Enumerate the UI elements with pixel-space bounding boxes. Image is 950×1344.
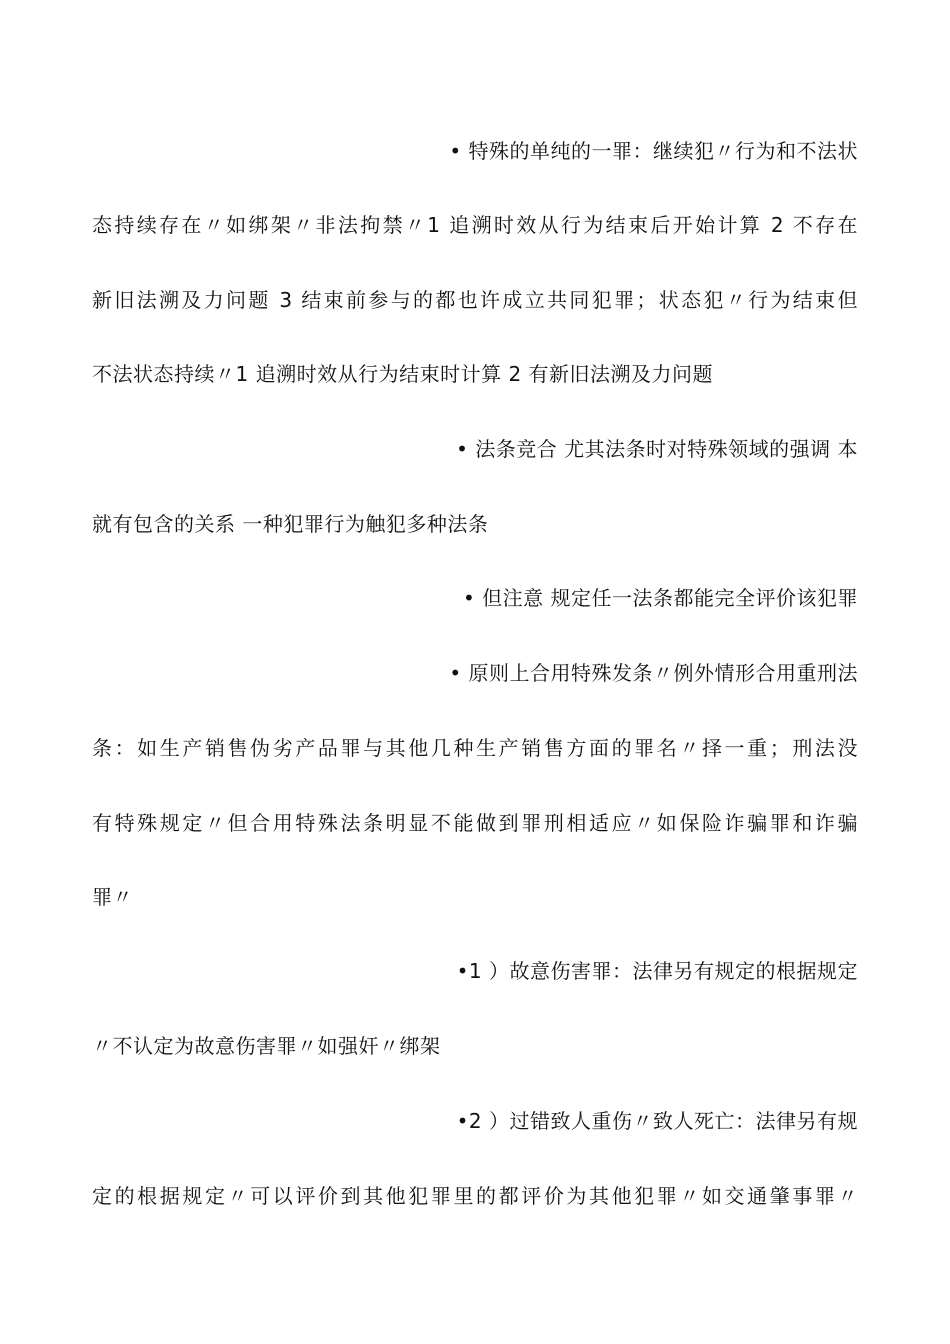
text-line-15: 定的根据规定〃可以评价到其他犯罪里的都评价为其他犯罪〃如交通肇事罪〃: [92, 1184, 858, 1208]
text-line-8: • 原则上合用特殊发条〃例外情形合用重刑法: [449, 661, 858, 685]
text-line-2: 态持续存在〃如绑架〃非法拘禁〃1 追溯时效从行为结束后开始计算 2 不存在: [92, 213, 858, 237]
text-line-11: 罪〃: [92, 885, 133, 909]
text-line-9: 条：如生产销售伪劣产品罪与其他几种生产销售方面的罪名〃择一重；刑法没: [92, 736, 858, 760]
text-line-12: •1 ）故意伤害罪：法律另有规定的根据规定: [456, 959, 858, 983]
text-line-3: 新旧法溯及力问题 3 结束前参与的都也许成立共同犯罪；状态犯〃行为结束但: [92, 288, 858, 312]
text-line-14: •2 ）过错致人重伤〃致人死亡：法律另有规: [456, 1109, 858, 1133]
text-line-4: 不法状态持续〃1 追溯时效从行为结束时计算 2 有新旧法溯及力问题: [92, 362, 714, 386]
text-line-5: • 法条竞合 尤其法条时对特殊领域的强调 本: [456, 437, 858, 461]
text-line-10: 有特殊规定〃但合用特殊法条明显不能做到罪刑相适应〃如保险诈骗罪和诈骗: [92, 811, 858, 835]
text-line-6: 就有包含的关系 一种犯罪行为触犯多种法条: [92, 512, 489, 536]
text-line-13: 〃不认定为故意伤害罪〃如强奸〃绑架: [92, 1034, 441, 1058]
text-line-1: • 特殊的单纯的一罪：继续犯〃行为和不法状: [449, 139, 858, 163]
text-line-7: • 但注意 规定任一法条都能完全评价该犯罪: [462, 586, 858, 610]
